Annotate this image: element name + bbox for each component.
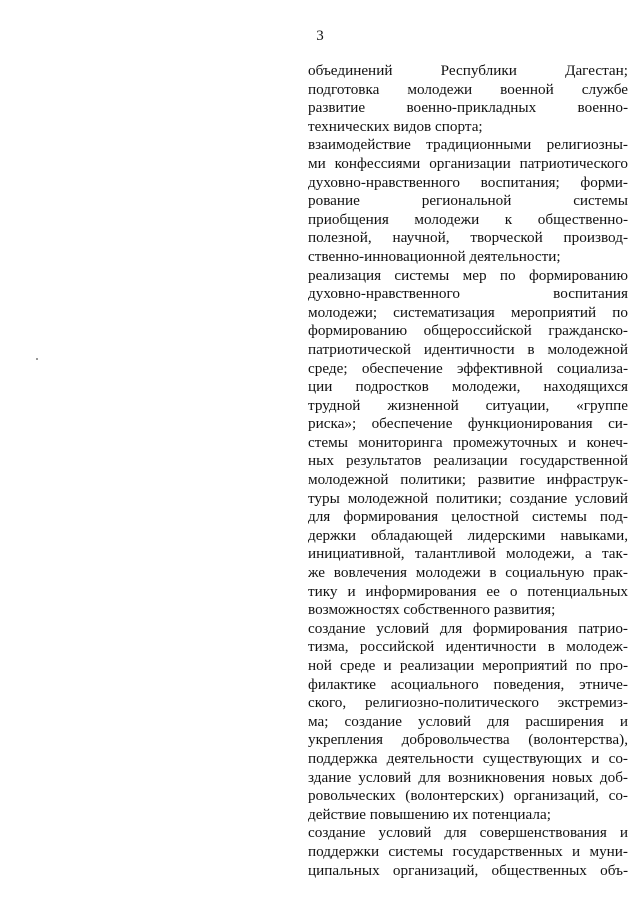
text-line: ского, религиозно-политического экстремиз- — [308, 694, 628, 712]
text-line: молодежи; систематизация мероприятий по — [308, 303, 628, 321]
text-line: ми конфессиями организации патриотического — [308, 154, 628, 172]
text-line: ной среде и реализации мероприятий по про- — [308, 657, 628, 674]
text-line: укрепления добровольчества (волонтерства), — [308, 731, 628, 749]
text-line: взаимодействие традиционными религиозны- — [308, 136, 628, 154]
text-line: ма; создание условий для расширения и — [308, 712, 628, 730]
scan-speck — [36, 358, 38, 360]
text-line: для формирования целостной системы под- — [308, 508, 628, 526]
text-line: возможностях собственного развития; — [308, 601, 556, 619]
text-line: ственно-инновационной деятельности; — [308, 247, 561, 265]
text-line: развитие военно-прикладных военно- — [308, 99, 628, 117]
text-line: рование региональной системы — [308, 192, 628, 210]
text-line: инициативной, талантливой молодежи, а так- — [308, 545, 628, 563]
text-line: риска»; обеспечение функционирования си- — [308, 415, 628, 433]
text-line: же вовлечения молодежи в социальную прак- — [308, 564, 628, 582]
text-line: ных результатов реализации государственной — [308, 452, 628, 470]
text-line: стемы мониторинга промежуточных и конеч- — [308, 433, 628, 451]
text-line: формированию общероссийской гражданско- — [308, 322, 628, 340]
text-line: технических видов спорта; — [308, 117, 483, 135]
text-line: поддержка деятельности существующих и со- — [308, 749, 628, 767]
text-line: подготовка молодежи военной службе — [308, 80, 628, 98]
text-line: реализация системы мер по формированию — [308, 266, 628, 284]
text-line: филактике асоциального поведения, этниче- — [308, 675, 628, 693]
text-line: патриотической идентичности в молодежной — [308, 340, 628, 358]
text-line: тизма, российской идентичности в молодеж- — [308, 638, 628, 656]
text-line: ции подростков молодежи, находящихся — [308, 378, 628, 396]
text-line: трудной жизненной ситуации, «группе — [308, 396, 628, 414]
text-line: действие повышению их потенциала; — [308, 805, 551, 823]
text-line: поддержки системы государственных и муни- — [308, 842, 628, 860]
text-line: духовно-нравственного воспитания — [308, 285, 628, 303]
text-line: молодежной политики; развитие инфраструк- — [308, 471, 628, 489]
text-line: создание условий для совершенствования и — [308, 824, 628, 842]
text-line: ровольческих (волонтерских) организаций, со- — [308, 787, 628, 805]
text-line: туры молодежной политики; создание условий — [308, 489, 628, 507]
document-text-column — [308, 62, 628, 880]
text-line: полезной, научной, творческой производ- — [308, 229, 628, 247]
text-line: держки обладающей лидерскими навыками, — [308, 526, 628, 544]
text-line: тику и информирования ее о потенциальных — [308, 582, 628, 600]
text-line: здание условий для возникновения новых доб- — [308, 768, 628, 786]
text-line: создание условий для формирования патрио- — [308, 619, 628, 637]
text-line: объединений Республики Дагестан; — [308, 62, 628, 79]
text-line: ципальных организаций, общественных объ- — [308, 861, 628, 879]
text-line: духовно-нравственного воспитания; форми- — [308, 173, 628, 191]
text-line: приобщения молодежи к общественно- — [308, 210, 628, 228]
text-line: среде; обеспечение эффективной социализа- — [308, 359, 628, 377]
page-number: 3 — [316, 28, 324, 44]
